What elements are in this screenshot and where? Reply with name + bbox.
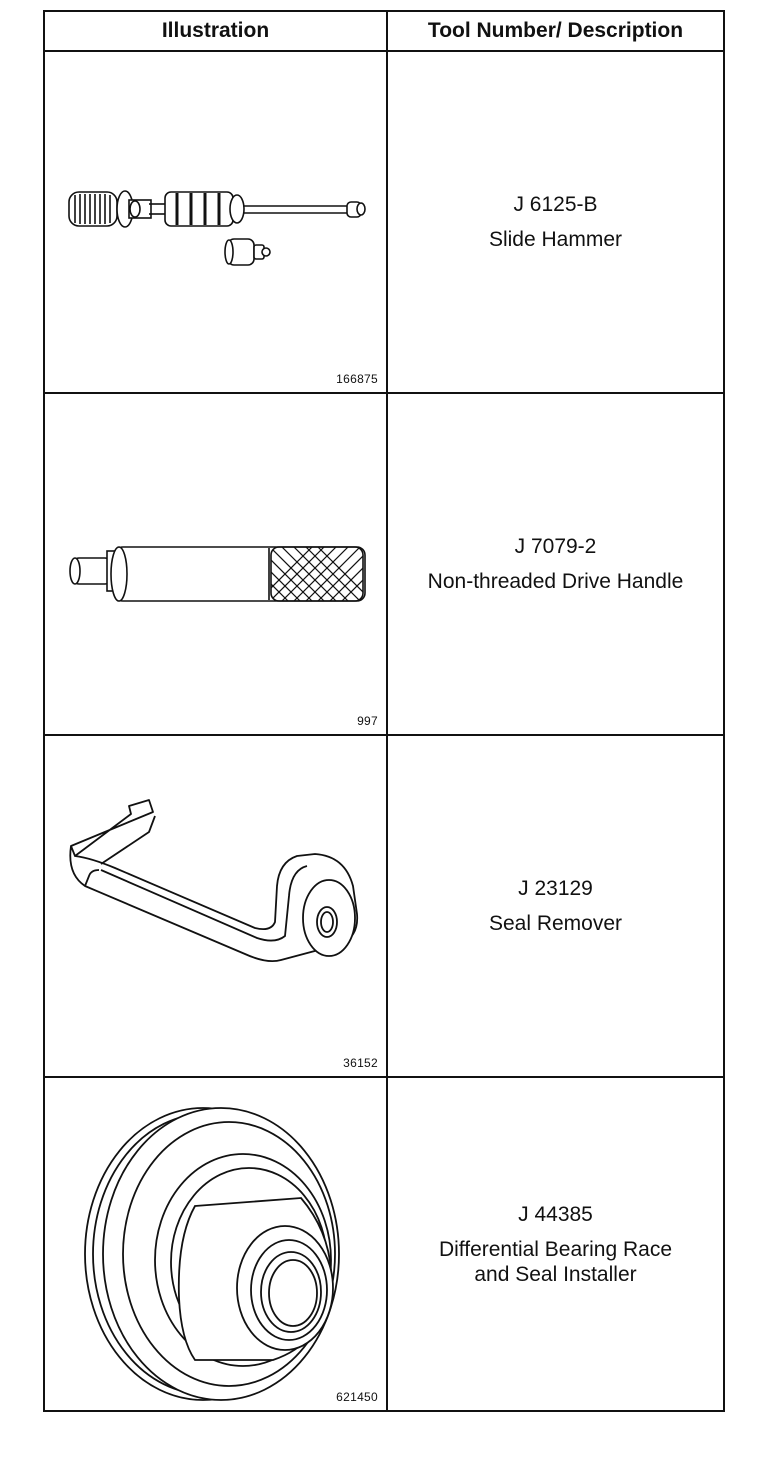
table-row: [45, 1078, 723, 1410]
illustration-cell: [45, 394, 386, 734]
illustration-cell: [45, 736, 386, 1076]
header-illustration: Illustration: [161, 19, 270, 42]
column-divider: [386, 12, 388, 1410]
description-cell: [388, 52, 723, 392]
table-row: [45, 736, 723, 1078]
tool-table: [43, 10, 725, 1412]
header-tool-description: Tool Number/ Description: [427, 19, 684, 42]
table-header: [45, 12, 723, 52]
table-row: [45, 52, 723, 394]
seal-remover-icon: [45, 736, 386, 1076]
table-row: [45, 394, 723, 736]
slide-hammer-icon: [45, 52, 386, 392]
description-cell: [388, 736, 723, 1076]
illustration-cell: [45, 52, 386, 392]
figure-number: 36152: [343, 1056, 378, 1070]
tool-description: Non-threaded Drive Handle: [427, 570, 684, 593]
description-cell: [388, 394, 723, 734]
description-cell: [388, 1078, 723, 1410]
tool-number: J 23129: [518, 877, 593, 900]
drive-handle-icon: [45, 394, 386, 734]
tool-number: J 6125-B: [513, 193, 598, 216]
tool-description: Differential Bearing Race and Seal Installer: [438, 1237, 673, 1286]
tool-description: Seal Remover: [488, 912, 623, 935]
figure-number: 621450: [336, 1390, 378, 1404]
tool-number: J 44385: [518, 1202, 593, 1226]
tool-number: J 7079-2: [514, 535, 597, 558]
figure-number: 997: [357, 714, 378, 728]
race-seal-installer-icon: [45, 1078, 386, 1410]
illustration-cell: [45, 1078, 386, 1410]
tool-description: Slide Hammer: [488, 228, 623, 251]
figure-number: 166875: [336, 372, 378, 386]
